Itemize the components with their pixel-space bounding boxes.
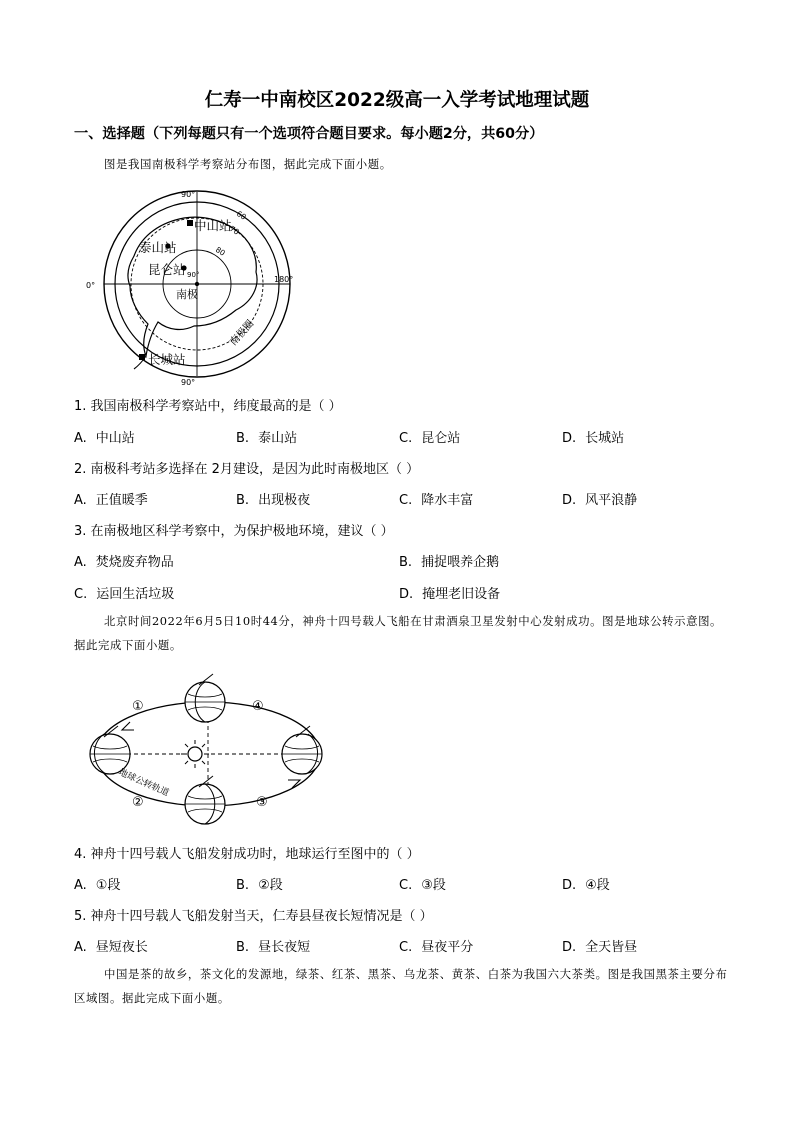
latitude-label-60: 60 [234, 209, 248, 222]
earth-globe-left [90, 726, 130, 774]
segment-label-1: ① [132, 699, 144, 714]
latitude-label-70: 70 [227, 224, 241, 237]
option-text: 昼夜平分 [421, 940, 474, 955]
option-letter: D. [562, 493, 577, 508]
option-text: 正值暖季 [95, 493, 148, 508]
question-3-stem: 3. 在南极地区科学考察中，为保护极地环境，建议（ ） [74, 524, 394, 539]
pole-degree-label: 90° [187, 271, 200, 279]
antarctic-circle-label: 南极圈 [228, 318, 257, 349]
question-4-option-d[interactable] [562, 874, 610, 893]
option-letter: A. [74, 940, 87, 955]
question-3-option-a[interactable] [74, 551, 174, 570]
option-letter: C. [74, 587, 88, 602]
segment-label-3: ③ [256, 795, 268, 810]
option-letter: D. [562, 431, 577, 446]
earth-globe-bottom [185, 776, 225, 824]
option-text: ②段 [258, 878, 283, 893]
question-1-option-c[interactable] [399, 427, 460, 446]
question-2-option-a[interactable] [74, 489, 148, 508]
section-heading: 一、选择题（下列每题只有一个选项符合题目要求。每小题2分，共60分） [74, 126, 544, 142]
earth-globe-right [282, 726, 322, 774]
station-label-zhongshan: 中山站 [194, 218, 232, 233]
option-text: 捕捉喂养企鹅 [421, 555, 500, 570]
intro-antarctic: 图是我国南极科学考察站分布图，据此完成下面小题。 [104, 157, 392, 171]
option-letter: B. [236, 431, 250, 446]
option-letter: D. [562, 940, 577, 955]
question-2-option-b[interactable] [236, 489, 310, 508]
longitude-label-top: 90° [181, 190, 196, 199]
question-5-option-b[interactable] [236, 936, 310, 955]
intro-orbit: 北京时间2022年6月5日10时44分，神舟十四号载人飞船在甘肃酒泉卫星发射中心发射成功。图是地球公转示意图。据此完成下面小题。 [74, 614, 723, 652]
longitude-label-left: 0° [86, 281, 96, 290]
south-pole-marker [195, 282, 199, 286]
earth-globe-top [185, 674, 225, 722]
question-5-option-d[interactable] [562, 936, 637, 955]
question-2-stem: 2. 南极科考站多选择在 2月建设，是因为此时南极地区（ ） [74, 462, 420, 477]
option-letter: B. [236, 493, 250, 508]
longitude-label-bottom: 90° [181, 378, 196, 386]
station-marker-zhongshan [187, 220, 193, 226]
question-3-option-d[interactable] [399, 583, 500, 602]
station-label-changcheng: 长城站 [148, 352, 186, 367]
question-5-option-a[interactable] [74, 936, 148, 955]
option-letter: C. [399, 431, 413, 446]
orbit-direction-arrow [122, 722, 134, 730]
option-text: ④段 [585, 878, 610, 893]
question-3-option-b[interactable] [399, 551, 499, 570]
question-5-option-c[interactable] [399, 936, 473, 955]
south-pole-label: 南极 [176, 288, 198, 301]
option-text: 泰山站 [258, 431, 298, 446]
intro-tea: 中国是茶的故乡，茶文化的发源地，绿茶、红茶、黑茶、乌龙茶、黄茶、白茶为我国六大茶类。图是我国黑茶主要分布区域图。据此完成下面小题。 [74, 967, 728, 1005]
segment-label-4: ④ [252, 699, 264, 714]
earth-orbit-diagram [80, 670, 340, 830]
station-label-kunlun: 昆仑站 [148, 262, 186, 277]
antarctic-stations-map [84, 186, 314, 386]
option-letter: B. [236, 878, 250, 893]
option-letter: A. [74, 878, 87, 893]
question-2-option-d[interactable] [562, 489, 637, 508]
longitude-label-right: 180° [274, 275, 294, 284]
option-letter: B. [236, 940, 250, 955]
station-marker-changcheng [139, 354, 145, 360]
page-title: 仁寿一中南校区2022级高一入学考试地理试题 [204, 90, 590, 111]
option-text: ③段 [421, 878, 446, 893]
station-label-taishan: 泰山站 [139, 240, 177, 255]
option-text: 降水丰富 [421, 493, 474, 508]
option-text: 全天皆昼 [585, 940, 638, 955]
option-text: 昼长夜短 [258, 940, 311, 955]
option-text: 出现极夜 [258, 493, 311, 508]
latitude-label-80: 80 [213, 245, 227, 258]
question-1-option-b[interactable] [236, 427, 297, 446]
question-1-option-d[interactable] [562, 427, 624, 446]
option-text: 昼短夜长 [95, 940, 148, 955]
option-text: 运回生活垃圾 [96, 587, 175, 602]
question-4-option-c[interactable] [399, 874, 446, 893]
option-text: 昆仑站 [421, 431, 461, 446]
option-text: 掩埋老旧设备 [422, 587, 501, 602]
option-text: ①段 [95, 878, 121, 893]
option-letter: D. [562, 878, 577, 893]
question-4-option-a[interactable] [74, 874, 120, 893]
segment-label-2: ② [132, 795, 144, 810]
question-2-option-c[interactable] [399, 489, 473, 508]
question-5-stem: 5. 神舟十四号载人飞船发射当天，仁寿县昼夜长短情况是（ ） [74, 909, 433, 924]
option-letter: C. [399, 878, 413, 893]
option-letter: A. [74, 431, 87, 446]
option-text: 焚烧废弃物品 [95, 555, 174, 570]
question-1-stem: 1. 我国南极科学考察站中，纬度最高的是（ ） [74, 399, 342, 414]
option-text: 长城站 [585, 431, 625, 446]
option-letter: A. [74, 555, 87, 570]
option-letter: A. [74, 493, 87, 508]
option-letter: B. [399, 555, 413, 570]
option-letter: C. [399, 493, 413, 508]
question-4-option-b[interactable] [236, 874, 283, 893]
option-letter: C. [399, 940, 413, 955]
option-letter: D. [399, 587, 414, 602]
option-text: 中山站 [95, 431, 135, 446]
question-4-stem: 4. 神舟十四号载人飞船发射成功时，地球运行至图中的（ ） [74, 847, 420, 862]
question-1-option-a[interactable] [74, 427, 135, 446]
orbit-label: 地球公转轨道 [116, 767, 171, 799]
question-3-option-c[interactable] [74, 583, 174, 602]
option-text: 风平浪静 [585, 493, 638, 508]
